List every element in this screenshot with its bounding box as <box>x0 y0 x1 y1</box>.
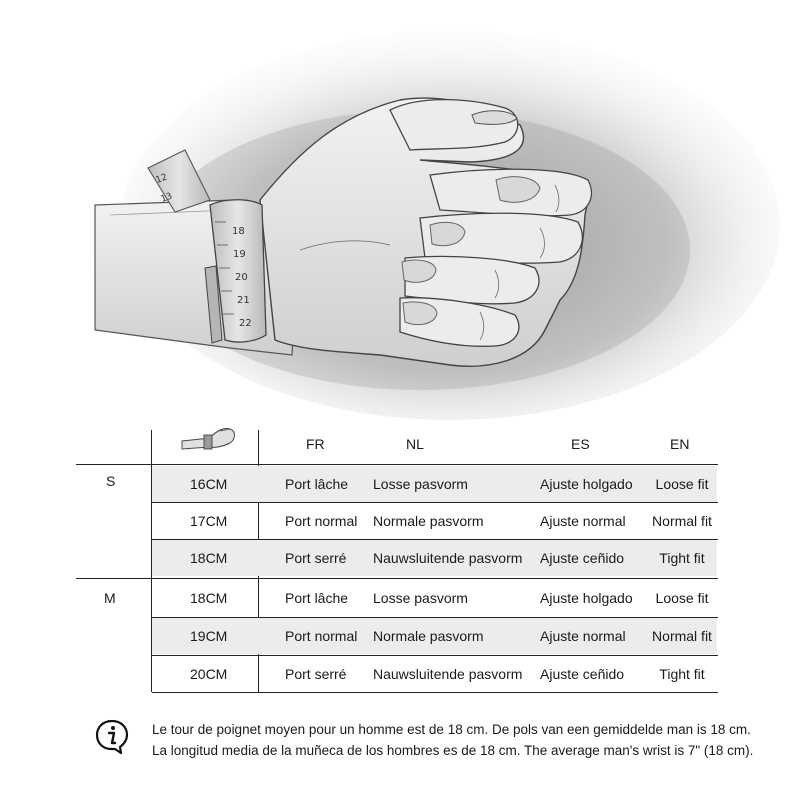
nl-cell: Nauwsluitende pasvorm <box>373 550 523 566</box>
es-cell: Ajuste ceñido <box>540 550 625 566</box>
table-row <box>152 580 717 616</box>
tape-mark: 19 <box>233 249 246 260</box>
size-cell: 20CM <box>190 666 228 682</box>
nl-cell: Losse pasvorm <box>373 476 468 492</box>
fr-cell: Port lâche <box>285 476 349 492</box>
nl-cell: Normale pasvorm <box>373 628 484 644</box>
wrist-measure-icon <box>180 421 238 451</box>
header-nl: NL <box>406 436 424 452</box>
en-cell: Loose fit <box>655 590 709 606</box>
fr-cell: Port serré <box>285 666 347 682</box>
table-row <box>152 656 717 692</box>
fr-cell: Port lâche <box>285 590 349 606</box>
tape-mark: 12 <box>154 172 169 186</box>
size-cell: 19CM <box>190 628 228 644</box>
size-cell: 17CM <box>190 513 228 529</box>
fr-cell: Port serré <box>285 550 347 566</box>
tape-mark: 21 <box>237 295 250 306</box>
header-fr: FR <box>306 436 325 452</box>
tape-mark: 18 <box>232 226 245 237</box>
es-cell: Ajuste normal <box>540 628 626 644</box>
header-en: EN <box>670 436 690 452</box>
size-cell: 18CM <box>190 550 228 566</box>
es-cell: Ajuste ceñido <box>540 666 625 682</box>
group-divider <box>76 578 718 579</box>
nl-cell: Losse pasvorm <box>373 590 468 606</box>
en-cell: Normal fit <box>652 513 712 529</box>
note-line-1: Le tour de poignet moyen pour un homme est de 18 cm. De pols van een gemiddelde man is 18 cm. <box>152 722 751 737</box>
table-bottom-border <box>152 692 718 693</box>
size-cell: 18CM <box>190 590 228 606</box>
tape-mark: 13 <box>159 191 174 205</box>
size-cell: 16CM <box>190 476 228 492</box>
table-row <box>152 618 717 654</box>
en-cell: Normal fit <box>652 628 712 644</box>
group-label-s: S <box>106 473 116 489</box>
group-divider <box>76 464 718 465</box>
table-row <box>152 540 717 576</box>
es-cell: Ajuste holgado <box>540 590 633 606</box>
nl-cell: Nauwsluitende pasvorm <box>373 666 523 682</box>
header-es: ES <box>571 436 590 452</box>
tape-mark: 22 <box>239 318 252 329</box>
group-label-m: M <box>104 590 116 606</box>
fr-cell: Port normal <box>285 513 358 529</box>
en-cell: Loose fit <box>655 476 709 492</box>
tape-mark: 20 <box>235 272 248 283</box>
es-cell: Ajuste normal <box>540 513 626 529</box>
info-icon <box>94 718 130 754</box>
nl-cell: Normale pasvorm <box>373 513 484 529</box>
fr-cell: Port normal <box>285 628 358 644</box>
es-cell: Ajuste holgado <box>540 476 633 492</box>
en-cell: Tight fit <box>659 550 705 566</box>
table-row <box>152 466 717 502</box>
table-row <box>152 503 717 539</box>
note-line-2: La longitud media de la muñeca de los hombres es de 18 cm. The average man's wrist is 7" (18 cm). <box>152 743 754 758</box>
en-cell: Tight fit <box>659 666 705 682</box>
